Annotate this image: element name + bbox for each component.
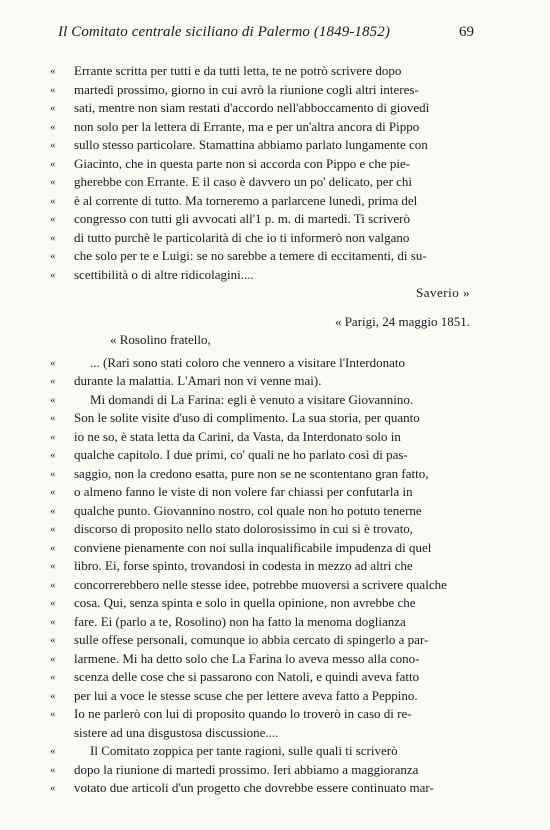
line-text: che solo per te e Luigi: se no sarebbe a temere di eccitamenti, di su-	[74, 248, 427, 263]
line-text: conviene pienamente con noi sulla inqualificabile impudenza di quel	[74, 539, 432, 555]
line-text: o almeno fanno le viste di non volere far chiassi per confutarla in	[74, 484, 413, 499]
quote-mark: «	[50, 375, 56, 387]
text-line	[50, 557, 470, 576]
text-line	[50, 576, 470, 595]
text-line	[50, 210, 470, 229]
text-line	[50, 136, 470, 155]
text-line	[50, 229, 470, 248]
line-text: concorrerebbero nelle stesse idee, potrebbe muoversi a scrivere qualche	[74, 576, 447, 592]
line-text: fare. Ei (parlo a te, Rosolino) non ha fatto la menoma doglianza	[74, 613, 406, 629]
quote-mark: «	[50, 708, 56, 720]
text-line	[50, 446, 470, 465]
line-text: qualche punto. Giovannino nostro, col quale non ho potuto tenerne	[74, 502, 422, 518]
quote-mark: «	[50, 231, 56, 244]
letter-excerpt-2	[50, 354, 470, 798]
quote-mark: «	[50, 213, 56, 225]
text-line	[50, 668, 470, 687]
quote-mark: «	[50, 157, 56, 170]
text-line	[50, 594, 470, 613]
salutation: « Rosolino fratello,	[110, 332, 211, 347]
quote-mark: «	[50, 120, 56, 133]
quote-mark: «	[50, 578, 56, 591]
line-text: Son le solite visite d'uso di complimento. La sua storia, per quanto	[74, 410, 420, 425]
line-text: larmene. Mi ha detto solo che La Farina lo aveva messo alla cono-	[74, 650, 420, 666]
quote-mark: «	[50, 671, 56, 683]
line-text: per lui a voce le stesse scuse che per lettere aveva fatto a Peppino.	[74, 687, 418, 703]
line-text: martedì prossimo, giorno in cui avrò la riunione cogli altri interes-	[74, 81, 419, 97]
text-line	[50, 247, 470, 266]
quote-mark: «	[50, 634, 56, 646]
text-line	[50, 761, 470, 780]
quote-mark: «	[50, 467, 56, 480]
text-line	[50, 118, 470, 137]
quote-mark: «	[50, 745, 56, 757]
line-text: libro. Ei, forse spinto, trovandosi in codesta in mezzo ad altri che	[74, 558, 413, 573]
line-text: qualche capitolo. I due primi, co' quali ne ho parlato così di pas-	[74, 447, 408, 462]
quote-mark: «	[50, 597, 56, 609]
quote-mark: «	[50, 689, 56, 702]
text-line	[50, 631, 470, 650]
line-text: io ne so, è stata letta da Carini, da Vasta, da Interdonato solo in	[74, 428, 401, 444]
running-header	[58, 24, 474, 41]
text-line	[50, 391, 470, 410]
line-text: Il Comitato zoppica per tante ragioni, sulle quali ti scriverò	[90, 743, 398, 758]
text-line	[50, 266, 470, 285]
line-text: dopo la riunione di martedì prossimo. Ieri abbiamo a maggioranza	[74, 761, 419, 777]
text-line	[50, 687, 470, 706]
text-line	[50, 192, 470, 211]
text-line	[50, 372, 470, 391]
quote-mark: «	[50, 412, 56, 424]
line-text: sullo stesso particolare. Stamattina abbiamo parlato lungamente con	[74, 137, 428, 152]
text-line	[50, 354, 470, 373]
line-text: Io ne parlerò con lui di proposito quando lo troverò in caso di re-	[74, 706, 412, 721]
text-line	[50, 520, 470, 539]
text-line	[50, 62, 470, 81]
line-text: Mi domandi di La Farina: egli è venuto a visitare Giovannino.	[90, 391, 414, 407]
quote-mark: «	[50, 356, 56, 369]
line-text: discorso di proposito nello stato dolorosissimo in cui si è trovato,	[74, 521, 414, 536]
text-line	[50, 81, 470, 100]
line-text: non solo per la lettera di Errante, ma e per un'altra ancora di Pippo	[74, 118, 420, 134]
page-number: 69	[459, 24, 474, 40]
signature: Saverio »	[416, 285, 470, 300]
quote-mark: «	[50, 83, 56, 96]
page-body	[50, 62, 470, 798]
line-text: è al corrente di tutto. Ma torneremo a parlarcene lunedì, prima del	[74, 192, 418, 208]
line-text: sistere ad una disgustosa discussione....	[74, 724, 279, 740]
text-line	[50, 428, 470, 447]
quote-mark: «	[50, 176, 56, 188]
text-line	[50, 779, 470, 798]
line-text: Giacinto, che in questa parte non si accorda con Pippo e che pie-	[74, 155, 411, 171]
quote-mark: «	[50, 139, 56, 151]
text-line	[50, 539, 470, 558]
line-text: congresso con tutti gli avvocati all'1 p. m. di martedì. Ti scriverò	[74, 211, 410, 226]
text-line	[50, 173, 470, 192]
line-text: durante la malattia. L'Amari non vi venne mai).	[74, 373, 322, 388]
quote-mark: «	[50, 250, 56, 262]
quote-mark: «	[50, 615, 56, 628]
text-line	[50, 465, 470, 484]
quote-mark: «	[50, 652, 56, 665]
quote-mark: «	[50, 782, 56, 794]
line-text: saggio, non la credono esatta, pure non se ne scontentano gran fatto,	[74, 465, 429, 481]
line-text: sati, mentre non siam restati d'accordo nell'abboccamento di giovedì	[74, 100, 430, 115]
quote-mark: «	[50, 393, 56, 406]
signature-line	[50, 284, 470, 303]
line-text: scenza delle cose che si passarono con Natoli, e quindi aveva fatto	[74, 669, 420, 684]
line-text: votato due articoli d'un progetto che dovrebbe essere continuato mar-	[74, 780, 434, 795]
text-line	[50, 705, 470, 724]
text-line	[50, 502, 470, 521]
quote-mark: «	[50, 504, 56, 517]
text-line	[50, 613, 470, 632]
text-line	[50, 724, 470, 743]
quote-mark: «	[50, 430, 56, 443]
line-text: di tutto purchè le particolarità di che io ti informerò non valgano	[74, 229, 410, 245]
quote-mark: «	[50, 268, 56, 281]
quote-mark: «	[50, 65, 56, 77]
text-line	[50, 650, 470, 669]
quote-mark: «	[50, 194, 56, 207]
quote-mark: «	[50, 102, 56, 114]
text-line	[50, 742, 470, 761]
date-line: « Parigi, 24 maggio 1851.	[334, 313, 470, 329]
running-title: Il Comitato centrale siciliano di Palermo (1849-1852)	[58, 24, 390, 40]
line-text: ... (Rari sono stati coloro che vennero a visitare l'Interdonato	[90, 354, 405, 370]
quote-mark: «	[50, 486, 56, 498]
line-text: gherebbe con Errante. E il caso è davvero un po' delicato, per chi	[74, 174, 413, 189]
quote-mark: «	[50, 763, 56, 776]
line-text: Errante scritta per tutti e da tutti letta, te ne potrò scrivere dopo	[74, 63, 402, 78]
text-line	[50, 483, 470, 502]
line-text: sulle offese personali, comunque io abbia cercato di spingerlo a par-	[74, 632, 429, 647]
text-line	[50, 409, 470, 428]
line-text: cosa. Qui, senza spinta e solo in quella opinione, non avrebbe che	[74, 595, 416, 610]
letter-excerpt-1	[50, 62, 470, 284]
quote-mark: «	[50, 560, 56, 572]
line-text: scettibilità o di altre ridicolagini....	[74, 266, 254, 282]
text-line	[50, 155, 470, 174]
quote-mark: «	[50, 541, 56, 554]
text-line	[50, 99, 470, 118]
quote-mark: «	[50, 449, 56, 461]
quote-mark: «	[50, 523, 56, 535]
